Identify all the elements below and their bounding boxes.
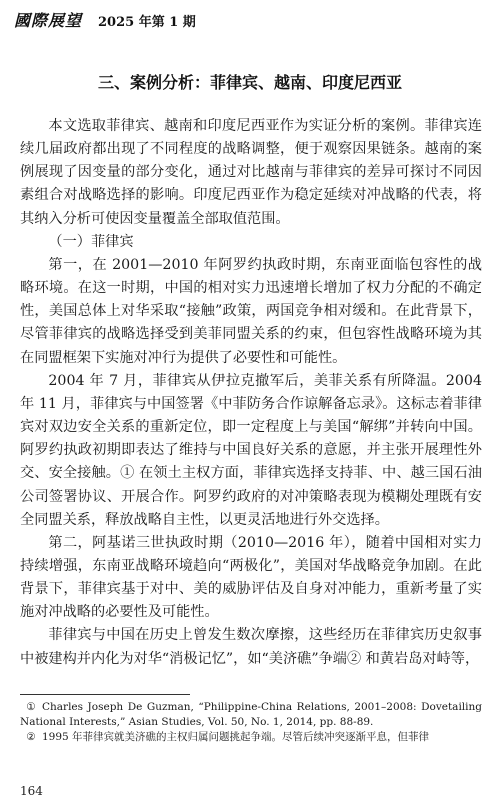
footnote-marker: ① — [26, 701, 36, 713]
page-number: 164 — [20, 784, 43, 798]
footnotes — [20, 700, 482, 745]
footnote-divider — [20, 694, 190, 695]
journal-logo: 國際展望 — [14, 11, 83, 30]
footnote-text: 1995 年菲律宾就美济礁的主权归属问题挑起争端。尽管后续冲突逐渐平息，但菲律 — [42, 731, 430, 743]
issue-label: 2025 年第 1 期 — [98, 15, 196, 30]
paragraph: 菲律宾与中国在历史上曾发生数次摩擦，这些经历在菲律宾历史叙事中被建构并内化为对华“消极记忆”，如“美济礁”争端② 和黄岩岛对峙等， — [20, 627, 482, 667]
article-body — [20, 115, 482, 671]
subsection-heading: （一）菲律宾 — [48, 233, 134, 250]
paragraph: 2004 年 7 月，菲律宾从伊拉克撤军后，美菲关系有所降温。2004 年 11 月，菲律宾与中国签署《中菲防务合作谅解备忘录》。这标志着菲律宾对双边安全关系的重新定位，即一定程度上与美国“解绑”并转向中国。阿罗约执政初期即表达了维持与中国良好关系的意愿，并主张开展理性外交、安全接触。① 在领土主权方面，菲律宾选择支持菲、中、越三国石油公司签署协议、开展合作。阿罗约政府的对冲策略表现为模糊处理既有安全同盟关系，释放战略自主性，以更灵活地进行外交选择。 — [20, 372, 482, 528]
footnote-marker: ② — [26, 731, 36, 743]
footnote-1 — [20, 700, 482, 730]
footnote-text: Charles Joseph De Guzman, “Philippine-China Relations, 2001–2008: Dovetailing National Interests,” Asian Studies, Vol. 50, No. 1, 2014, pp. 88-89. — [20, 701, 482, 728]
paragraph-intro: 本文选取菲律宾、越南和印度尼西亚作为实证分析的案例。菲律宾连续几届政府都出现了不同程度的战略调整，便于观察因果链条。越南的案例展现了因变量的部分变化，通过对比越南与菲律宾的差异可探讨不同因素组合对战略选择的影响。印度尼西亚作为稳定延续对冲战略的代表，将其纳入分析可使因变量覆盖全部取值范围。 — [20, 118, 482, 227]
running-header — [14, 6, 486, 36]
paragraph: 第一，在 2001—2010 年阿罗约执政时期，东南亚面临包容性的战略环境。在这一时期，中国的相对实力迅速增长增加了权力分配的不确定性，美国总体上对华采取“接触”政策，两国竞争相对缓和。在此背景下，尽管菲律宾的战略选择受到美菲同盟关系的约束，但包容性战略环境为其在同盟框架下实施对冲行为提供了必要性和可能性。 — [20, 256, 482, 366]
paragraph: 第二，阿基诺三世执政时期（2010—2016 年），随着中国相对实力持续增强，东南亚战略环境趋向“两极化”，美国对华战略竞争加剧。在此背景下，菲律宾基于对中、美的威胁评估及自身对冲能力，重新考量了实施对冲战略的必要性及可能性。 — [20, 534, 482, 621]
section-title: 三、案例分析：菲律宾、越南、印度尼西亚 — [97, 73, 402, 92]
footnote-2 — [20, 730, 482, 745]
